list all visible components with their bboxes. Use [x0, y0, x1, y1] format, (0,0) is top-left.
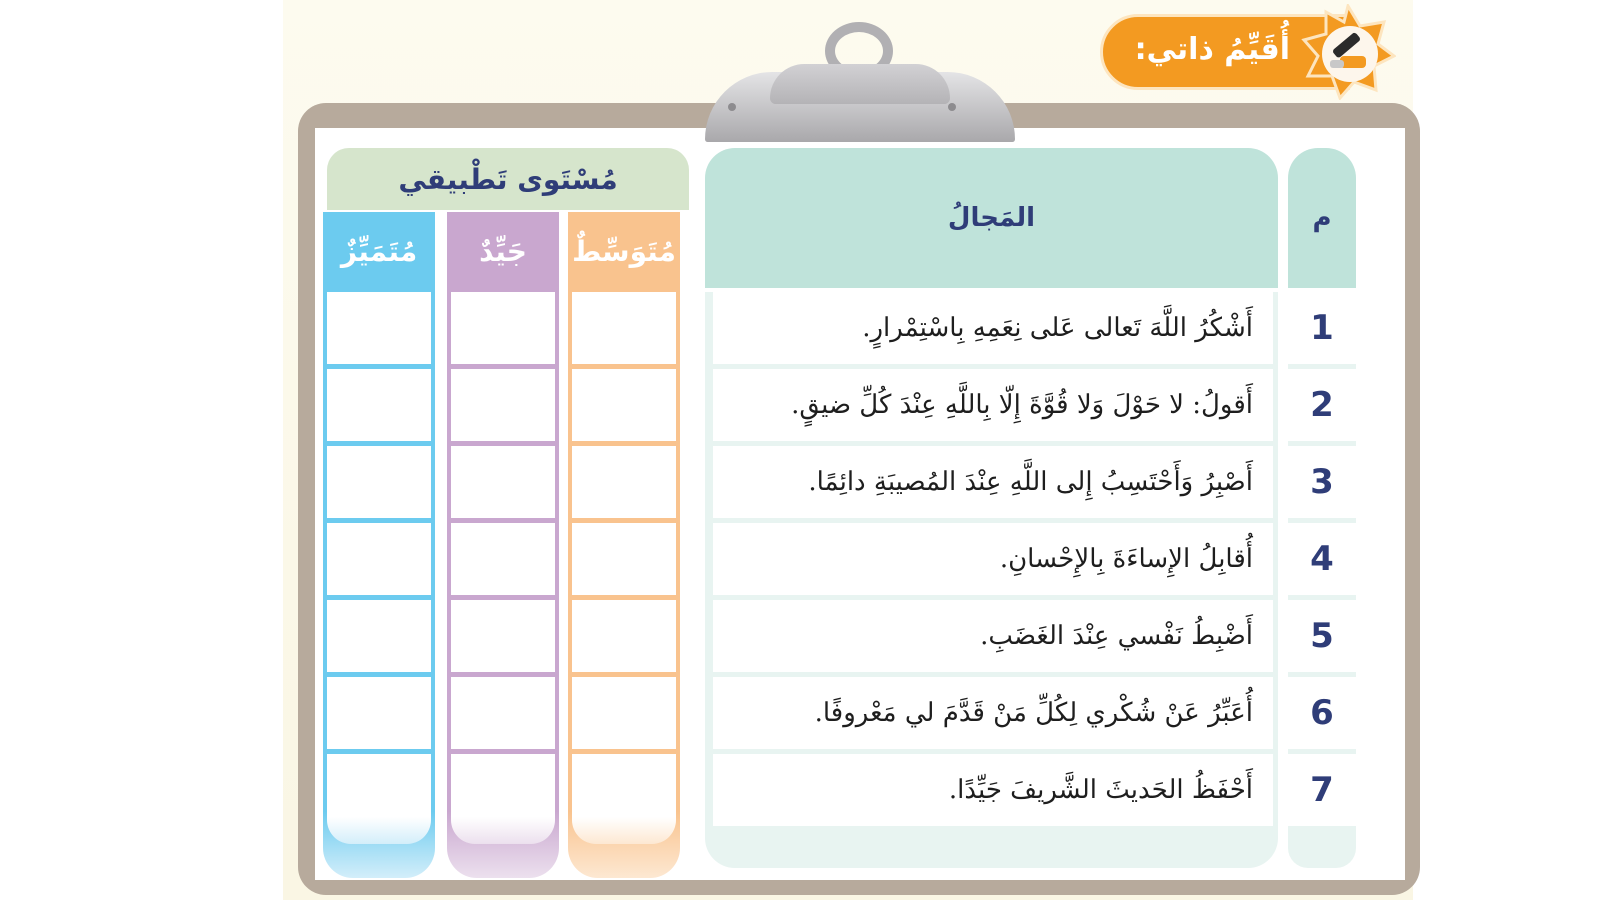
table-row: [705, 444, 1356, 520]
rating-checkbox[interactable]: [572, 600, 676, 672]
row-number: 7: [1288, 754, 1356, 826]
pencil-star-icon: [1300, 4, 1396, 100]
number-column-header: م: [1288, 148, 1356, 288]
level-label: مُتَوَسِّطٌ: [572, 234, 676, 268]
rating-checkbox[interactable]: [327, 446, 431, 518]
row-text: أُعَبِّرُ عَنْ شُكْري لِكُلِّ مَنْ قَدَّمَ لي مَعْروفًا.: [713, 677, 1273, 749]
rating-checkbox[interactable]: [451, 677, 555, 749]
level-label: جَيِّدٌ: [479, 234, 527, 268]
row-number: 3: [1288, 446, 1356, 518]
row-number: 6: [1288, 677, 1356, 749]
rating-checkbox[interactable]: [572, 523, 676, 595]
rating-checkbox[interactable]: [572, 292, 676, 364]
level-header: مُسْتَوى تَطْبيقي: [327, 148, 689, 210]
row-number: 1: [1288, 292, 1356, 364]
table-row: [705, 367, 1356, 443]
table-row: [705, 521, 1356, 597]
rating-checkbox[interactable]: [572, 677, 676, 749]
level-label: مُتَمَيِّزٌ: [340, 234, 418, 268]
rating-checkbox[interactable]: [327, 754, 431, 844]
page-title: أُقَيِّمُ ذاتي:: [1134, 32, 1290, 67]
row-number: 4: [1288, 523, 1356, 595]
rating-checkbox[interactable]: [572, 369, 676, 441]
level-column: [447, 212, 559, 878]
rating-checkbox[interactable]: [327, 677, 431, 749]
clip-rivet: [948, 103, 956, 111]
rating-checkbox[interactable]: [327, 600, 431, 672]
rating-checkbox[interactable]: [327, 523, 431, 595]
row-number: 5: [1288, 600, 1356, 672]
rating-checkbox[interactable]: [451, 446, 555, 518]
rating-checkbox[interactable]: [451, 754, 555, 844]
rating-checkbox[interactable]: [451, 292, 555, 364]
rating-checkbox[interactable]: [451, 369, 555, 441]
table-row: [705, 290, 1356, 366]
clip-rivet: [728, 103, 736, 111]
rating-checkbox[interactable]: [572, 446, 676, 518]
row-text: أَشْكُرُ اللَّهَ تَعالى عَلى نِعَمِهِ بِاسْتِمْرارٍ.: [713, 292, 1273, 364]
table-row: [705, 598, 1356, 674]
row-text: أَضْبِطُ نَفْسي عِنْدَ الغَضَبِ.: [713, 600, 1273, 672]
row-text: أَقولُ: لا حَوْلَ وَلا قُوَّةَ إِلّا بِاللَّهِ عِنْدَ كُلِّ ضيقٍ.: [713, 369, 1273, 441]
level-column: [323, 212, 435, 878]
level-column: [568, 212, 680, 878]
clip-top: [770, 64, 950, 104]
row-text: أَصْبِرُ وَأَحْتَسِبُ إِلى اللَّهِ عِنْدَ المُصيبَةِ دائِمًا.: [713, 446, 1273, 518]
row-text: أَحْفَظُ الحَديثَ الشَّريفَ جَيِّدًا.: [713, 754, 1273, 826]
table-row: [705, 752, 1356, 828]
field-column-header: المَجالُ: [705, 148, 1278, 288]
rating-checkbox[interactable]: [451, 523, 555, 595]
row-text: أُقابِلُ الإِساءَةَ بِالإِحْسانِ.: [713, 523, 1273, 595]
rating-checkbox[interactable]: [451, 600, 555, 672]
row-number: 2: [1288, 369, 1356, 441]
table-row: [705, 675, 1356, 751]
rating-checkbox[interactable]: [327, 292, 431, 364]
rating-checkbox[interactable]: [327, 369, 431, 441]
rating-checkbox[interactable]: [572, 754, 676, 844]
